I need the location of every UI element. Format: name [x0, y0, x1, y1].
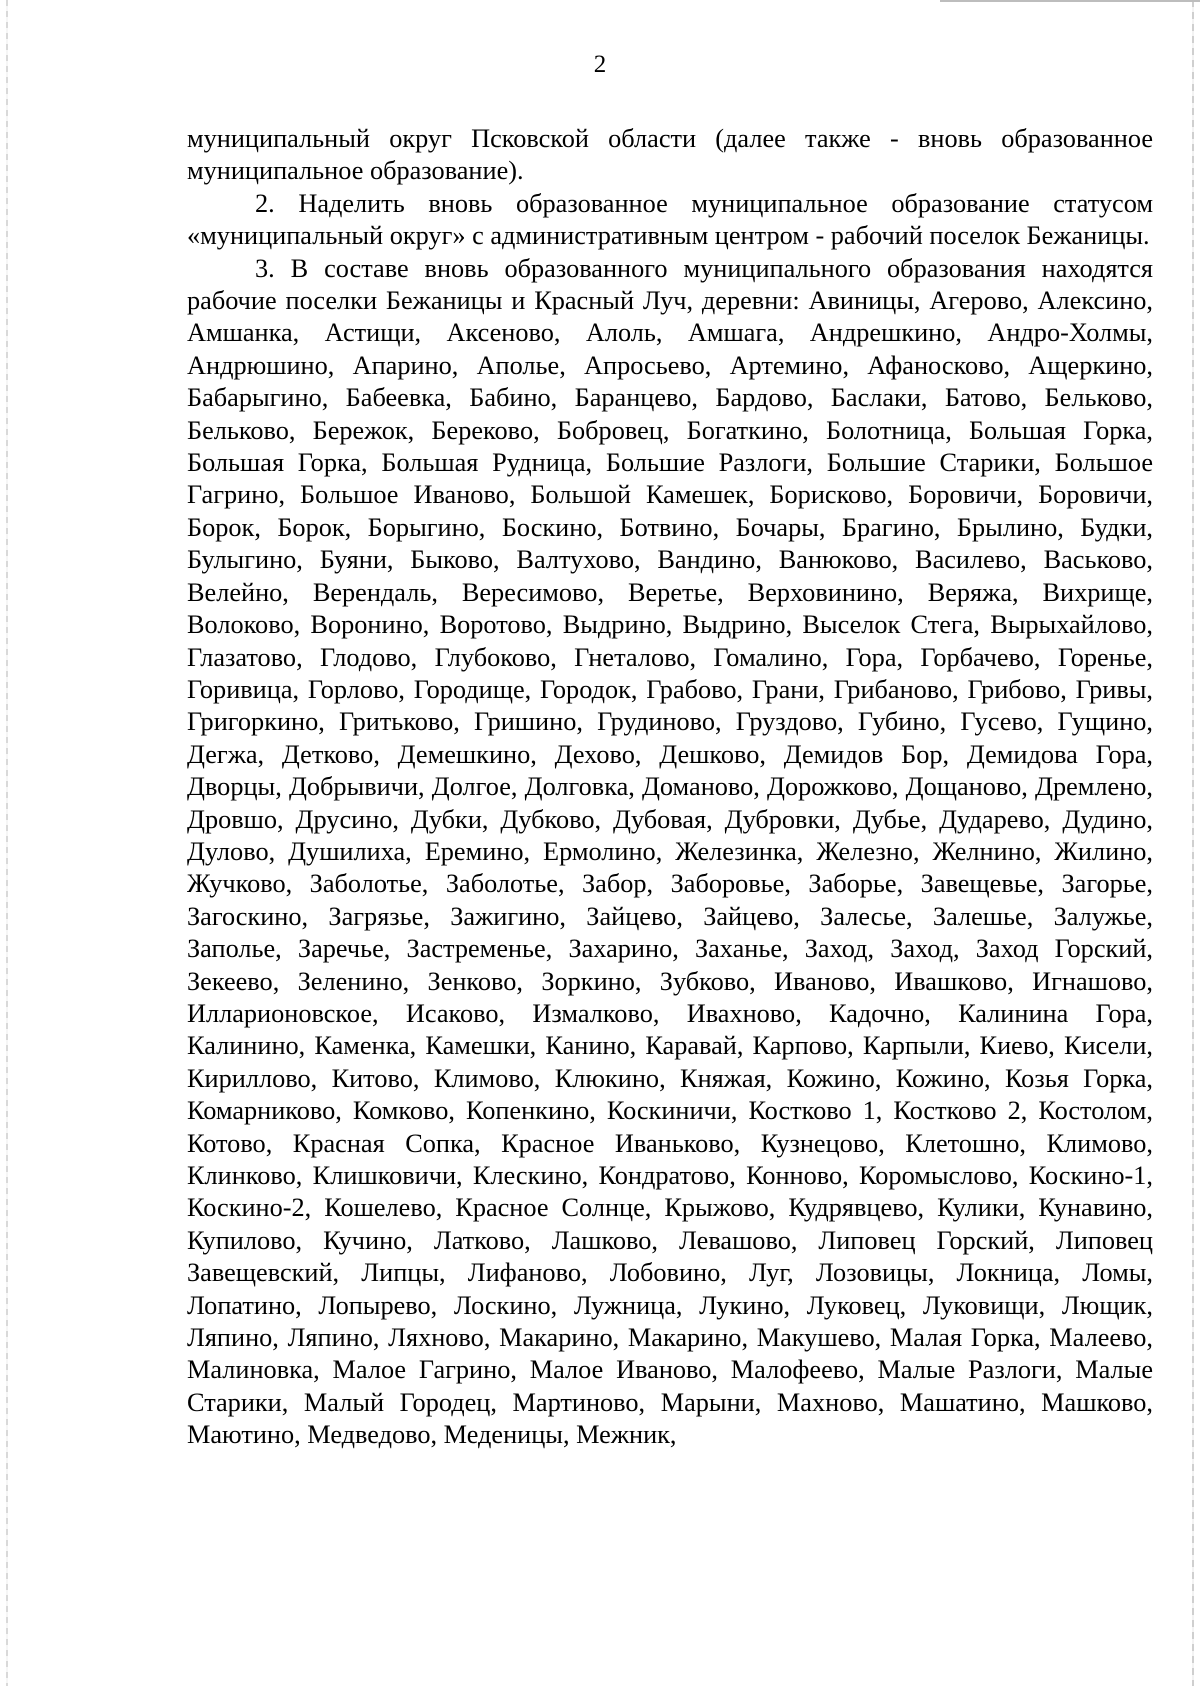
paragraph-continuation: муниципальный округ Псковской области (далее также - вновь образованное муниципальное образование).	[187, 124, 1153, 186]
document-body	[187, 123, 1153, 1452]
paragraph-item-3: 3. В составе вновь образованного муниципального образования находятся рабочие поселки Бежаницы и Красный Луч, деревни: Авиницы, Агерово, Алексино, Амшанка, Астищи, Аксеново, Алоль, Амшага, Андрешкино, Андро-Холмы, Андрюшино, Апарино, Аполье, Апросьево, Артемино, Афаносково, Ащеркино, Бабарыгино, Бабеевка, Бабино, Баранцево, Бардово, Баслаки, Батово, Бельково, Бельково, Бережок, Берековo, Бобровец, Богаткино, Болотница, Большая Горка, Большая Горка, Большая Рудница, Большие Разлоги, Большие Старики, Большое Гагрино, Большое Иваново, Большой Камешек, Борисково, Боровичи, Боровичи, Борок, Борок, Борыгино, Боскино, Ботвино, Бочары, Брагино, Брылино, Будки, Булыгино, Буяни, Быково, Валтухово, Вандино, Ванюково, Василево, Васьково, Велейно, Верендаль, Вересимово, Веретье, Верховинино, Веряжа, Вихрище, Волоково, Воронино, Воротово, Выдрино, Выдрино, Выселок Стега, Вырыхайлово, Глазатово, Глодово, Глубоково, Гнеталово, Гомалино, Гора, Горбачево, Горенье, Горивица, Горлово, Городище, Городок, Грабово, Грани, Грибаново, Грибово, Гривы, Григоркино, Гритьково, Гришино, Грудиново, Груздово, Губино, Гусево, Гущино, Дегжа, Детково, Демешкино, Дехово, Дешково, Демидов Бор, Демидова Гора, Дворцы, Добрывичи, Долгое, Долговка, Доманово, Дорожково, Дощаново, Дремлено, Дровшо, Друсино, Дубки, Дубково, Дубовая, Дубровки, Дубье, Дударево, Дудино, Дулово, Душилиха, Еремино, Ермолино, Железинка, Железно, Желнино, Жилино, Жучково, Заболотье, Заболотье, Забор, Заборовье, Заборье, Завещевье, Загорье, Загоскино, Загрязье, Зажигино, Зайцево, Зайцево, Залесье, Залешье, Залужье, Заполье, Заречье, Застременье, Захарино, Заханье, Заход, Заход, Заход Горский, Зекеево, Зеленино, Зенково, Зоркино, Зубково, Иваново, Ивашково, Игнашово, Илларионовское, Исаково, Измалково, Ивахново, Кадочно, Калинина Гора, Калинино, Каменка, Камешки, Канино, Каравай, Карпово, Карпыли, Киево, Кисели, Кириллово, Китово, Климово, Клюкино, Княжая, Кожино, Кожино, Козья Горка, Комарниково, Комково, Копенкино, Коскиничи, Костково 1, Костково 2, Костолом, Котово, Красная Сопка, Красное Иваньково, Кузнецово, Клетошно, Климово, Клинково, Клишковичи, Клескино, Кондратово, Конново, Коромыслово, Коскино-1, Коскино-2, Кошелево, Красное Солнце, Крыжово, Кудрявцево, Кулики, Кунавино, Купилово, Кучино, Латково, Лашково, Левашово, Липовец Горский, Липовец Завещевский, Липцы, Лифаново, Лобовино, Луг, Лозовицы, Локница, Ломы, Лопатино, Лопырево, Лоскино, Лужница, Лукино, Луковец, Луковищи, Лющик, Ляпино, Ляпино, Ляхново, Макарино, Макарино, Макушево, Малая Горка, Малеево, Малиновка, Малое Гагрино, Малое Иваново, Малофеево, Малые Разлоги, Малые Старики, Малый Городец, Мартиново, Марыни, Махново, Машатино, Машково, Маютино, Медведово, Меденицы, Межник,	[187, 253, 1153, 1450]
scan-edge-top	[940, 0, 1200, 2]
scan-edge-right	[1192, 0, 1194, 1686]
paragraph-item-2: 2. Наделить вновь образованное муниципальное образование статусом «муниципальный округ» с административным центром - рабочий поселок Бежаницы.	[187, 188, 1153, 251]
page-number: 2	[593, 51, 607, 78]
scan-edge-left	[6, 0, 8, 1686]
